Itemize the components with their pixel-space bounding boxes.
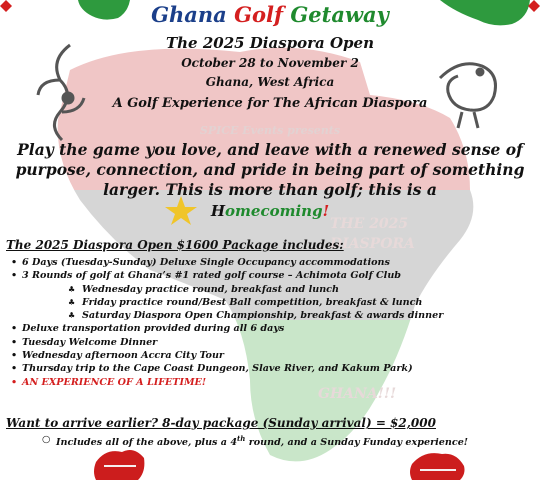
event-tagline: A Golf Experience for The African Diaspora bbox=[112, 96, 428, 111]
title-part-ghana: Ghana bbox=[151, 2, 235, 27]
package-item: • Tuesday Welcome Dinner bbox=[8, 336, 443, 349]
homecoming-word: omecoming bbox=[225, 202, 323, 220]
hollow-circle-bullet-icon: ○ bbox=[42, 434, 51, 445]
ghost-text-year: THE 2025 bbox=[330, 216, 409, 232]
package-item: • Deluxe transportation provided during all 6 days bbox=[8, 322, 443, 335]
package-item: • 3 Rounds of golf at Ghana’s #1 rated golf course – Achimota Golf Club bbox=[8, 269, 443, 282]
ghost-text-ghana: GHANA!!! bbox=[318, 386, 397, 402]
homecoming-initial: H bbox=[210, 202, 226, 220]
upgrade-detail-before: Includes all of the above, plus a 4 bbox=[56, 437, 238, 449]
package-items-list bbox=[8, 256, 443, 389]
upgrade-heading: Want to arrive earlier? 8-day package (Sunday arrival) = $2,000 bbox=[6, 416, 436, 430]
package-item: • 6 Days (Tuesday-Sunday) Deluxe Single Occupancy accommodations bbox=[8, 256, 443, 269]
event-location: Ghana, West Africa bbox=[205, 75, 335, 89]
title-part-golf: Golf bbox=[234, 2, 291, 27]
package-item: ♣ Wednesday practice round, breakfast and lunch bbox=[8, 283, 443, 296]
homecoming-line bbox=[0, 202, 540, 220]
upgrade-detail-after: round, and a Sunday Funday experience! bbox=[245, 437, 469, 449]
event-title bbox=[0, 2, 540, 27]
package-heading: The 2025 Diaspora Open $1600 Package includes: bbox=[6, 238, 344, 252]
package-item: • Thursday trip to the Cape Coast Dungeon, Slave River, and Kakum Park) bbox=[8, 362, 443, 375]
upgrade-detail-sup: th bbox=[237, 434, 246, 443]
package-item: • Wednesday afternoon Accra City Tour bbox=[8, 349, 443, 362]
pitch-paragraph: Play the game you love, and leave with a renewed sense of purpose, connection, and pride in being part of something larger. This is more than golf; this is a bbox=[15, 140, 525, 199]
package-item: ♣ Friday practice round/Best Ball competition, breakfast & lunch bbox=[8, 296, 443, 309]
title-part-getaway: Getaway bbox=[290, 2, 389, 27]
package-item: ♣ Saturday Diaspora Open Championship, breakfast & awards dinner bbox=[8, 309, 443, 322]
event-dates: October 28 to November 2 bbox=[181, 56, 359, 70]
homecoming-exclaim: ! bbox=[322, 202, 330, 220]
ghost-text-diaspora: DIASPORA bbox=[330, 236, 415, 252]
event-subtitle: The 2025 Diaspora Open bbox=[165, 34, 374, 52]
presenter-watermark: SPICE Events presents bbox=[199, 124, 341, 137]
package-item: • AN EXPERIENCE OF A LIFETIME! bbox=[8, 376, 443, 389]
upgrade-detail bbox=[42, 434, 469, 449]
